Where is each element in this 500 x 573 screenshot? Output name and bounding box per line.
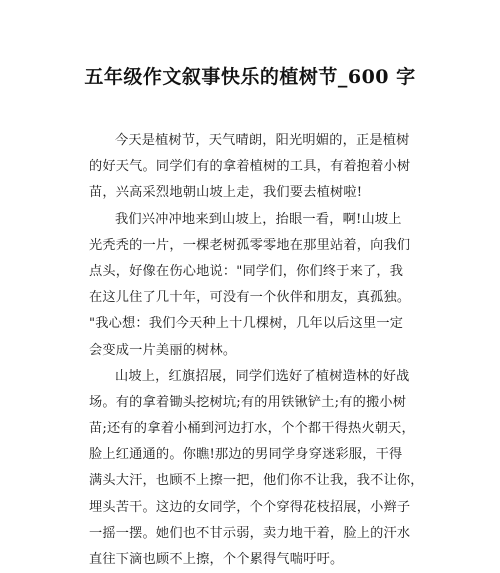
paragraph-line: 一摇一摆。她们也不甘示弱，卖力地干着，脸上的汗水 (89, 525, 411, 541)
paragraph-line: 会变成一片美丽的树林。 (89, 342, 237, 358)
paragraph-line: 脸上红通通的。你瞧!那边的男同学身穿迷彩服，干得 (89, 447, 403, 463)
paragraph-line: 今天是植树节，天气晴朗，阳光明媚的，正是植树 (115, 133, 410, 148)
document-body (89, 128, 424, 573)
paragraph-line: 直往下滴也顾不上擦，个个累得气喘吁吁。 (89, 552, 344, 567)
paragraph-line: 苗，兴高采烈地朝山坡上走，我们要去植树啦! (89, 185, 363, 201)
paragraph-line: 苗;还有的拿着小桶到河边打水，个个都干得热火朝天， (89, 421, 415, 437)
paragraph-line: 点头，好像在伤心地说："同学们，你们终于来了，我 (89, 263, 404, 279)
paragraph-line: 光秃秃的一片，一棵老树孤零零地在那里站着，向我们 (89, 237, 411, 253)
paragraph-line: 的好天气。同学们有的拿着植树的工具，有着抱着小树 (89, 159, 411, 175)
paragraph-line: 场。有的拿着锄头挖树坑;有的用铁锹铲土;有的搬小树 (89, 394, 407, 410)
document-title: 五年级作文叙事快乐的植树节_600 字 (84, 66, 416, 88)
paragraph-line: 山坡上，红旗招展，同学们选好了植树造林的好战 (115, 368, 410, 384)
paragraph-line: 埋头苦干。这边的女同学，个个穿得花枝招展，小辫子 (89, 499, 411, 515)
paragraph-line: 我们兴冲冲地来到山坡上，抬眼一看，啊!山坡上 (115, 211, 402, 227)
paragraph-line: 满头大汗，也顾不上擦一把，他们你不让我，我不让你， (89, 473, 424, 489)
paragraph-line: 在这儿住了几十年，可没有一个伙伴和朋友，真孤独。 (89, 290, 411, 306)
paragraph-line: "我心想：我们今天种上十几棵树，几年以后这里一定 (89, 316, 404, 332)
